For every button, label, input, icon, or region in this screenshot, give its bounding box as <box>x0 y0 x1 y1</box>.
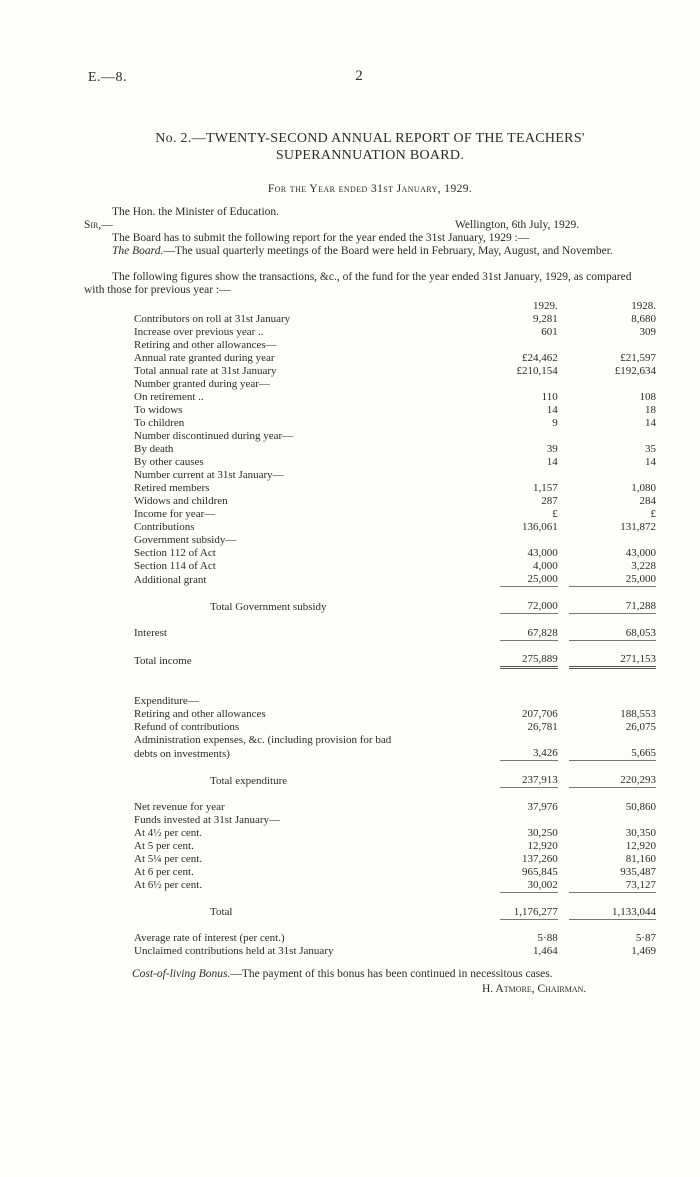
rule-row <box>134 919 656 932</box>
table-row: At 4½ per cent. 30,250 30,350 <box>134 826 656 839</box>
table-row: Income for year— £ £ <box>134 508 656 520</box>
rule-row <box>134 788 656 801</box>
table-row: Average rate of interest (per cent.) 5·88 5·87 <box>134 932 656 944</box>
table-row: Retired members 1,157 1,080 <box>134 482 656 494</box>
table-row: Retiring and other allowances 207,706 188,553 <box>134 708 656 720</box>
double-rule-row <box>134 668 656 683</box>
table-row: Administration expenses, &c. (including provision for bad <box>134 734 392 746</box>
paragraph-1: The Board has to submit the following report for the year ended the 31st January, 1929 :— <box>112 232 530 244</box>
table-row: Section 112 of Act 43,000 43,000 <box>134 547 656 559</box>
table-row: At 5¼ per cent. 137,260 81,160 <box>134 852 656 865</box>
table-row: Retiring and other allowances— <box>134 339 277 351</box>
paragraph-2: The Board.—The usual quarterly meetings of the Board were held in February, May, August, and November. <box>112 245 613 257</box>
paragraph-3: The following figures show the transactions, &c., of the fund for the year ended 31st January, 1929, as compared with those for previous year :— <box>84 271 632 296</box>
table-row: Total Government subsidy 72,000 71,288 <box>210 600 656 613</box>
bonus-note: Cost-of-living Bonus.—The payment of this bonus has been continued in necessitous cases. <box>132 968 553 980</box>
table-row: Total 1,176,277 1,133,044 <box>210 905 656 918</box>
table-row: Interest 67,828 68,053 <box>134 626 656 639</box>
table-row: Contributions 136,061 131,872 <box>134 521 656 533</box>
table-row: Expenditure— <box>134 695 199 707</box>
title-line-1: No. 2.—TWENTY-SECOND ANNUAL REPORT OF THE TEACHERS' <box>155 131 585 146</box>
table-row: Section 114 of Act 4,000 3,228 <box>134 560 656 572</box>
date-line: Wellington, 6th July, 1929. <box>455 219 580 231</box>
table-row: Number current at 31st January— <box>134 469 284 481</box>
table-row: Government subsidy— <box>134 534 237 546</box>
figures-table <box>134 300 656 958</box>
table-row: Funds invested at 31st January— <box>134 813 281 826</box>
rule-row <box>134 892 656 906</box>
board-heading: The Board. <box>112 245 164 257</box>
table-row: On retirement .. 110 108 <box>134 391 656 403</box>
table-row: Widows and children 287 284 <box>134 495 656 507</box>
table-row: Increase over previous year .. 601 309 <box>134 326 656 338</box>
report-subtitle: For the Year ended 31st January, 1929. <box>267 183 473 195</box>
table-row: Annual rate granted during year £24,462 £21,597 <box>134 352 656 364</box>
page-number: 2 <box>355 68 363 84</box>
table-row: Number granted during year— <box>134 378 270 390</box>
table-row: Total annual rate at 31st January £210,154 £192,634 <box>134 365 656 377</box>
table-row: To widows 14 18 <box>134 404 656 416</box>
table-row: Net revenue for year 37,976 50,860 <box>134 800 656 813</box>
bonus-heading: Cost-of-living Bonus. <box>132 968 231 980</box>
page-reference: E.—8. <box>88 70 128 85</box>
table-row: Number discontinued during year— <box>134 430 294 442</box>
rule-row <box>134 614 656 627</box>
table-row: debts on investments) 3,426 5,665 <box>134 747 656 760</box>
table-row: Refund of contributions 26,781 26,075 <box>134 721 656 733</box>
salutation: Sir,— <box>84 219 113 231</box>
table-row: At 5 per cent. 12,920 12,920 <box>134 839 656 852</box>
table-row: At 6½ per cent. 30,002 73,127 <box>134 878 656 891</box>
table-row: By death 39 35 <box>134 443 656 455</box>
table-row: Total expenditure 237,913 220,293 <box>210 774 656 787</box>
table-row: To children 9 14 <box>134 417 656 429</box>
rule-row <box>134 640 656 653</box>
rule-row <box>134 587 656 601</box>
addressee: The Hon. the Minister of Education. <box>112 206 280 218</box>
title-line-2: SUPERANNUATION BOARD. <box>275 148 465 163</box>
table-row: At 6 per cent. 965,845 935,487 <box>134 865 656 878</box>
table-row: Contributors on roll at 31st January 9,281 8,680 <box>134 313 656 325</box>
table-row: Additional grant 25,000 25,000 <box>134 573 656 586</box>
year-header-row: 1929. 1928. <box>532 300 656 312</box>
table-row: Unclaimed contributions held at 31st January 1,464 1,469 <box>134 945 656 957</box>
table-row: Total income 275,889 271,153 <box>134 653 656 667</box>
table-row: By other causes 14 14 <box>134 456 656 468</box>
rule-row <box>134 761 656 775</box>
signature: H. Atmore, Chairman. <box>482 983 587 995</box>
report-title <box>0 130 700 164</box>
